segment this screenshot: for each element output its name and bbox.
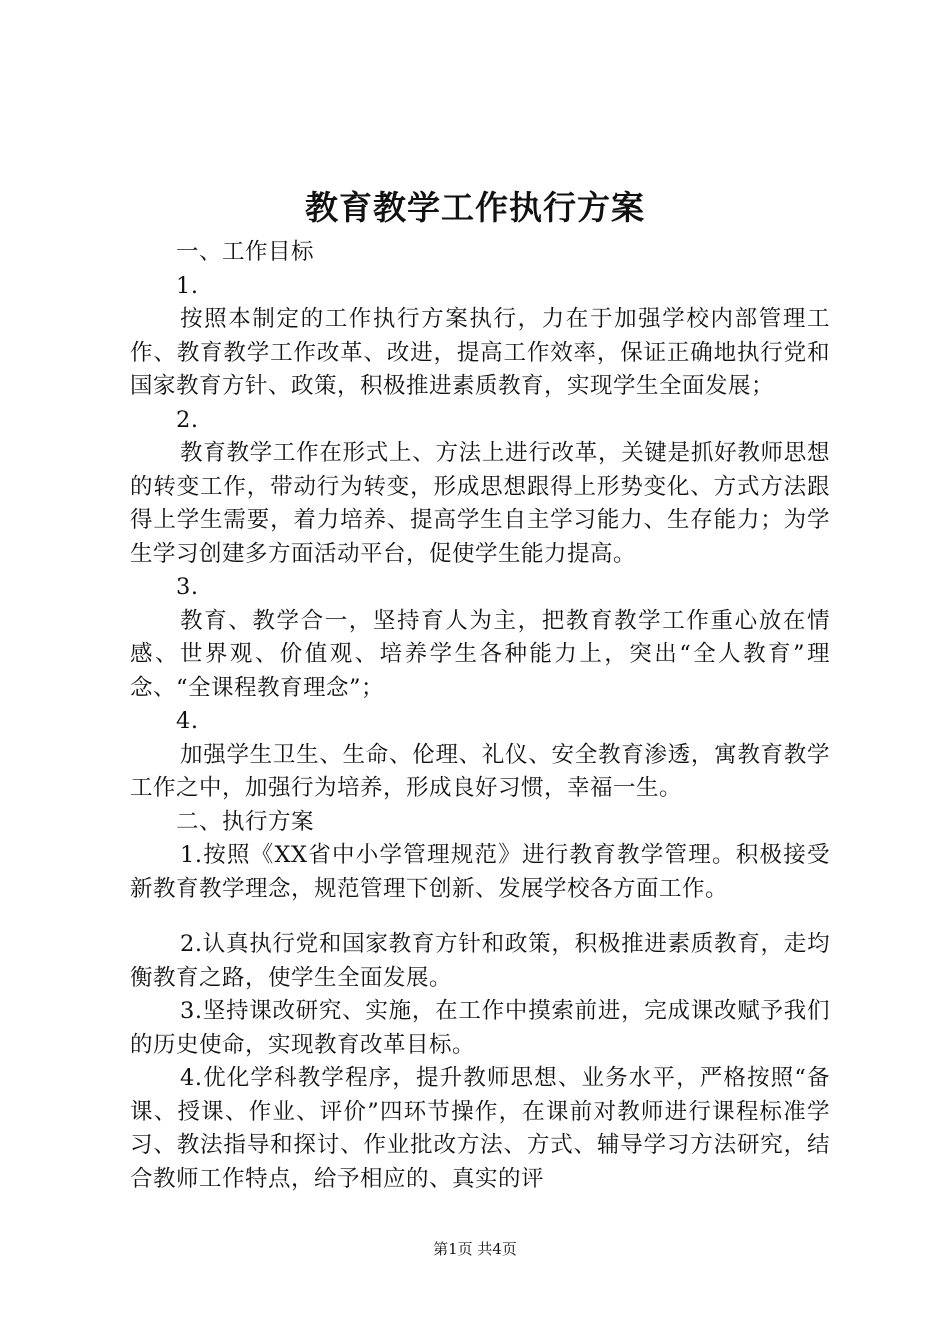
paragraph-gap [130,906,830,928]
plan-paragraph: 2.认真执行党和国家教育方针和政策，积极推进素质教育，走均衡教育之路，使学生全面发展。 [130,931,830,991]
goal-number: 1. [176,272,199,299]
goal-number: 3. [176,574,199,600]
plan-paragraph: 4.优化学科教学程序，提升教师思想、业务水平，严格按照“备课、授课、作业、评价”四环节操作，在课前对教师进行课程标准学习、教法指导和探讨、作业批改方法、方式、辅导学习方法研究，结合教师工作特点，给予相应的、真实的评 [130,1065,830,1192]
section-heading-goals: 一、工作目标 [176,239,315,265]
goal-number: 4. [176,708,199,734]
plan-paragraph: 1.按照《XX省中小学管理规范》进行教育教学管理。积极接受新教育教学理念，规范管理下创新、发展学校各方面工作。 [130,842,830,902]
goal-paragraph: 加强学生卫生、生命、伦理、礼仪、安全教育渗透，寓教育教学工作之中，加强行为培养，形成良好习惯，幸福一生。 [130,741,830,801]
document-title: 教育教学工作执行方案 [305,188,645,227]
page-footer: 第1页 共4页 [433,1240,517,1258]
goal-paragraph: 按照本制定的工作执行方案执行，力在于加强学校内部管理工作、教育教学工作改革、改进，提高工作效率，保证正确地执行党和国家教育方针、政策，积极推进素质教育，实现学生全面发展； [130,306,830,399]
goal-paragraph: 教育教学工作在形式上、方法上进行改革，关键是抓好教师思想的转变工作，带动行为转变，形成思想跟得上形势变化、方式方法跟得上学生需要，着力培养、提高学生自主学习能力、生存能力；为学生学习创建多方面活动平台，促使学生能力提高。 [130,440,830,567]
plan-paragraph: 3.坚持课改研究、实施，在工作中摸索前进，完成课改赋予我们的历史使命，实现教育改革目标。 [130,998,830,1058]
section-heading-plan: 二、执行方案 [176,808,315,835]
document-body [130,236,830,1196]
goal-number: 2. [176,406,199,433]
goal-paragraph: 教育、教学合一，坚持育人为主，把教育教学工作重心放在情感、世界观、价值观、培养学生各种能力上，突出“全人教育”理念、“全课程教育理念”； [130,607,830,701]
